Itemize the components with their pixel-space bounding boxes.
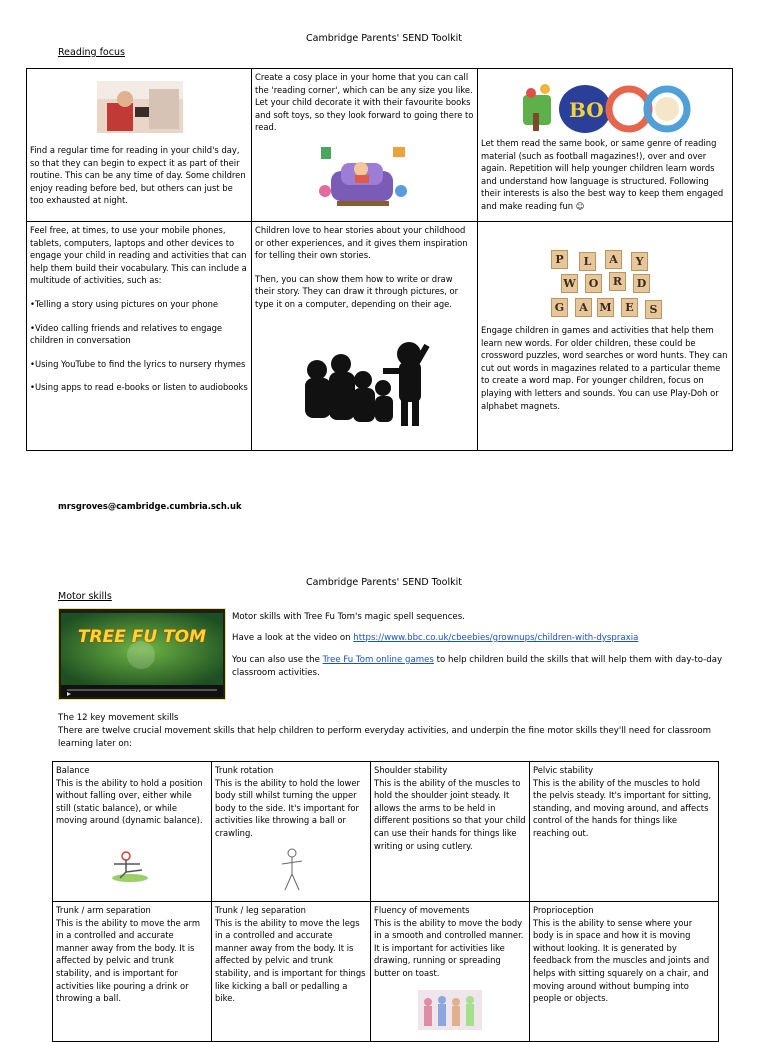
key-skills-heading: The 12 key movement skills [58, 713, 179, 723]
skill-name: Trunk / arm separation [56, 905, 151, 915]
letter-tile: M [597, 298, 614, 317]
skill-description: This is the ability to hold the lower body still whilst turning the upper body to the side. It's important for activities like throwing a ball or crawling. [215, 777, 360, 839]
skill-name: Proprioception [533, 905, 594, 915]
child-reading-photo [97, 81, 183, 133]
skill-cell-trunk-arm-separation [53, 902, 212, 1042]
trunk-rotation-illustration [279, 848, 305, 892]
section-heading-motor: Motor skills [58, 591, 112, 602]
letter-tile: W [561, 274, 578, 293]
storytelling-silhouette [299, 334, 437, 430]
letter-tile: A [575, 298, 592, 317]
games-suffix: to help children build the skills that will help them with day-to-day classroom activities. [232, 655, 723, 678]
video-link-prefix: Have a look at the video on [232, 633, 354, 643]
reading-corner-text: Create a cosy place in your home that you can call the 'reading corner', which can be any size you like. Let your child decorate it with their favourite books and soft toys, so they look forward to going there to read. [255, 72, 474, 133]
skill-description: This is the ability of the muscles to hold the shoulder joint steady. It allows the arms to be held in different positions so that your child can use their hands for things like writing or using cutlery. [374, 777, 526, 851]
letter-tile: G [551, 298, 568, 317]
video-link[interactable]: https://www.bbc.co.uk/cbeebies/grownups/children-with-dyspraxia [353, 633, 639, 643]
letter-tile: E [621, 298, 638, 317]
devices-bullet: •Using apps to read e-books or listen to audiobooks [30, 382, 248, 393]
skill-cell-balance [53, 762, 212, 902]
contact-email: mrsgroves@cambridge.cumbria.sch.uk [58, 501, 242, 511]
letter-tile: D [633, 274, 650, 293]
skill-description: This is the ability to move the arm in a controlled and accurate manner away from the body. It is affected by pelvic and trunk stability, and is important for activities like pouring a drink or throwing a ball. [56, 917, 200, 1004]
page-title-2: Cambridge Parents' SEND Toolkit [306, 577, 462, 588]
skill-cell-shoulder-stability [371, 762, 530, 902]
tip-cell-word-games [478, 222, 733, 451]
skill-description: This is the ability to move the legs in a controlled and accurate manner away from the body. It is affected by pelvic and trunk stability, and is important for things like kicking a ball or pedalling a bike. [215, 917, 366, 1004]
routine-text: Find a regular time for reading in your child's day, so that they can begin to expect it as part of their routine. This can be any time of day. Some children enjoy reading before bed, but others can just be too exhausted at night. [30, 145, 246, 206]
letter-tile: Y [631, 252, 648, 271]
skill-description: This is the ability of the muscles to hold the pelvis steady. It's important for sitting, standing, and moving around, and affects control of the hands for things like reaching out. [533, 777, 712, 839]
fluency-illustration [418, 990, 482, 1030]
online-games-link[interactable]: Tree Fu Tom online games [322, 655, 434, 665]
skill-cell-trunk-rotation [212, 762, 371, 902]
tree-fu-tom-video[interactable] [58, 608, 226, 700]
reading-corner-illustration [319, 143, 409, 209]
reading-tips-table [26, 68, 733, 451]
tip-cell-reading-corner [252, 69, 478, 222]
skill-description: This is the ability to hold a position without falling over, either while still (static balance), or while moving around (dynamic balance). [56, 777, 203, 826]
online-games-line [232, 654, 726, 680]
play-icon[interactable] [127, 641, 155, 669]
skill-name: Balance [56, 765, 90, 775]
games-prefix: You can also use the [232, 655, 323, 665]
stories-text-1: Children love to hear stories about your childhood or other experiences, and it gives them inspiration for telling their own stories. [255, 225, 468, 261]
skill-name: Trunk rotation [215, 765, 274, 775]
page-title: Cambridge Parents' SEND Toolkit [306, 33, 462, 44]
tip-cell-stories [252, 222, 478, 451]
devices-bullet: •Telling a story using pictures on your phone [30, 299, 219, 310]
book-word-art [521, 81, 691, 137]
letter-tile: O [585, 274, 602, 293]
letter-tile: R [609, 272, 626, 291]
word-tiles [551, 250, 661, 318]
skill-name: Fluency of movements [374, 905, 470, 915]
devices-bullet: •Using YouTube to find the lyrics to nursery rhymes [30, 358, 246, 369]
skill-cell-pelvic-stability [530, 762, 719, 902]
skill-cell-fluency-of-movements [371, 902, 530, 1042]
letter-tile: S [645, 300, 662, 319]
skill-name: Trunk / leg separation [215, 905, 306, 915]
skill-cell-trunk-leg-separation [212, 902, 371, 1042]
video-link-line [232, 632, 712, 645]
stories-text-2: Then, you can show them how to write or draw their story. They can draw it through pictures, or type it on a computer, depending on their age. [255, 273, 459, 310]
tip-cell-repetition [478, 69, 733, 222]
letter-tile: P [551, 250, 568, 269]
tip-cell-routine [27, 69, 252, 222]
letter-tile: L [579, 252, 596, 271]
skill-cell-proprioception [530, 902, 719, 1042]
skill-name: Pelvic stability [533, 765, 594, 775]
skill-description: This is the ability to move the body in a smooth and controlled manner. It is important for activities like drawing, running or spreading butter on toast. [374, 917, 524, 979]
movement-skills-table [52, 761, 719, 1042]
devices-intro-text: Feel free, at times, to use your mobile phones, tablets, computers, laptops and other devices to engage your child in reading and activities that can help them build their vocabulary. This can include a multitude of activities, such as: [30, 225, 247, 286]
repetition-text: Let them read the same book, or same genre of reading material (such as football magazines!), over and over again. Repetition will help younger children learn words and understand how language is structured. Following their interests is also the best way to keep them engaged and make reading fun ☺ [481, 138, 724, 212]
video-logo: TREE FU TOM [77, 627, 207, 647]
letter-tile: A [605, 250, 622, 269]
word-games-text: Engage children in games and activities that help them learn new words. For older children, these could be crossword puzzles, word searches or word hunts. They can cut out words in magazines related to a particular theme to create a word map. For younger children, focus on playing with letters and sounds. You can use Play-Doh or alphabet magnets. [481, 325, 728, 411]
devices-bullet: •Video calling friends and relatives to engage children in conversation [30, 322, 223, 346]
skill-name: Shoulder stability [374, 765, 448, 775]
section-heading-reading: Reading focus [58, 47, 125, 58]
balance-illustration [110, 850, 150, 884]
skill-description: This is the ability to sense where your body is in space and how it is moving without looking. It is generated by feedback from the muscles and joints and helps with sitting squarely on a chair, and moving around without bumping into people or objects. [533, 917, 710, 1004]
motor-intro-text: Motor skills with Tree Fu Tom's magic spell sequences. [232, 612, 465, 622]
svg-text:BO: BO [569, 98, 604, 122]
tip-cell-devices [27, 222, 252, 451]
key-skills-intro: There are twelve crucial movement skills that help children to perform everyday activities, and underpin the fine motor skills they'll need for classroom learning later on: [58, 726, 712, 749]
